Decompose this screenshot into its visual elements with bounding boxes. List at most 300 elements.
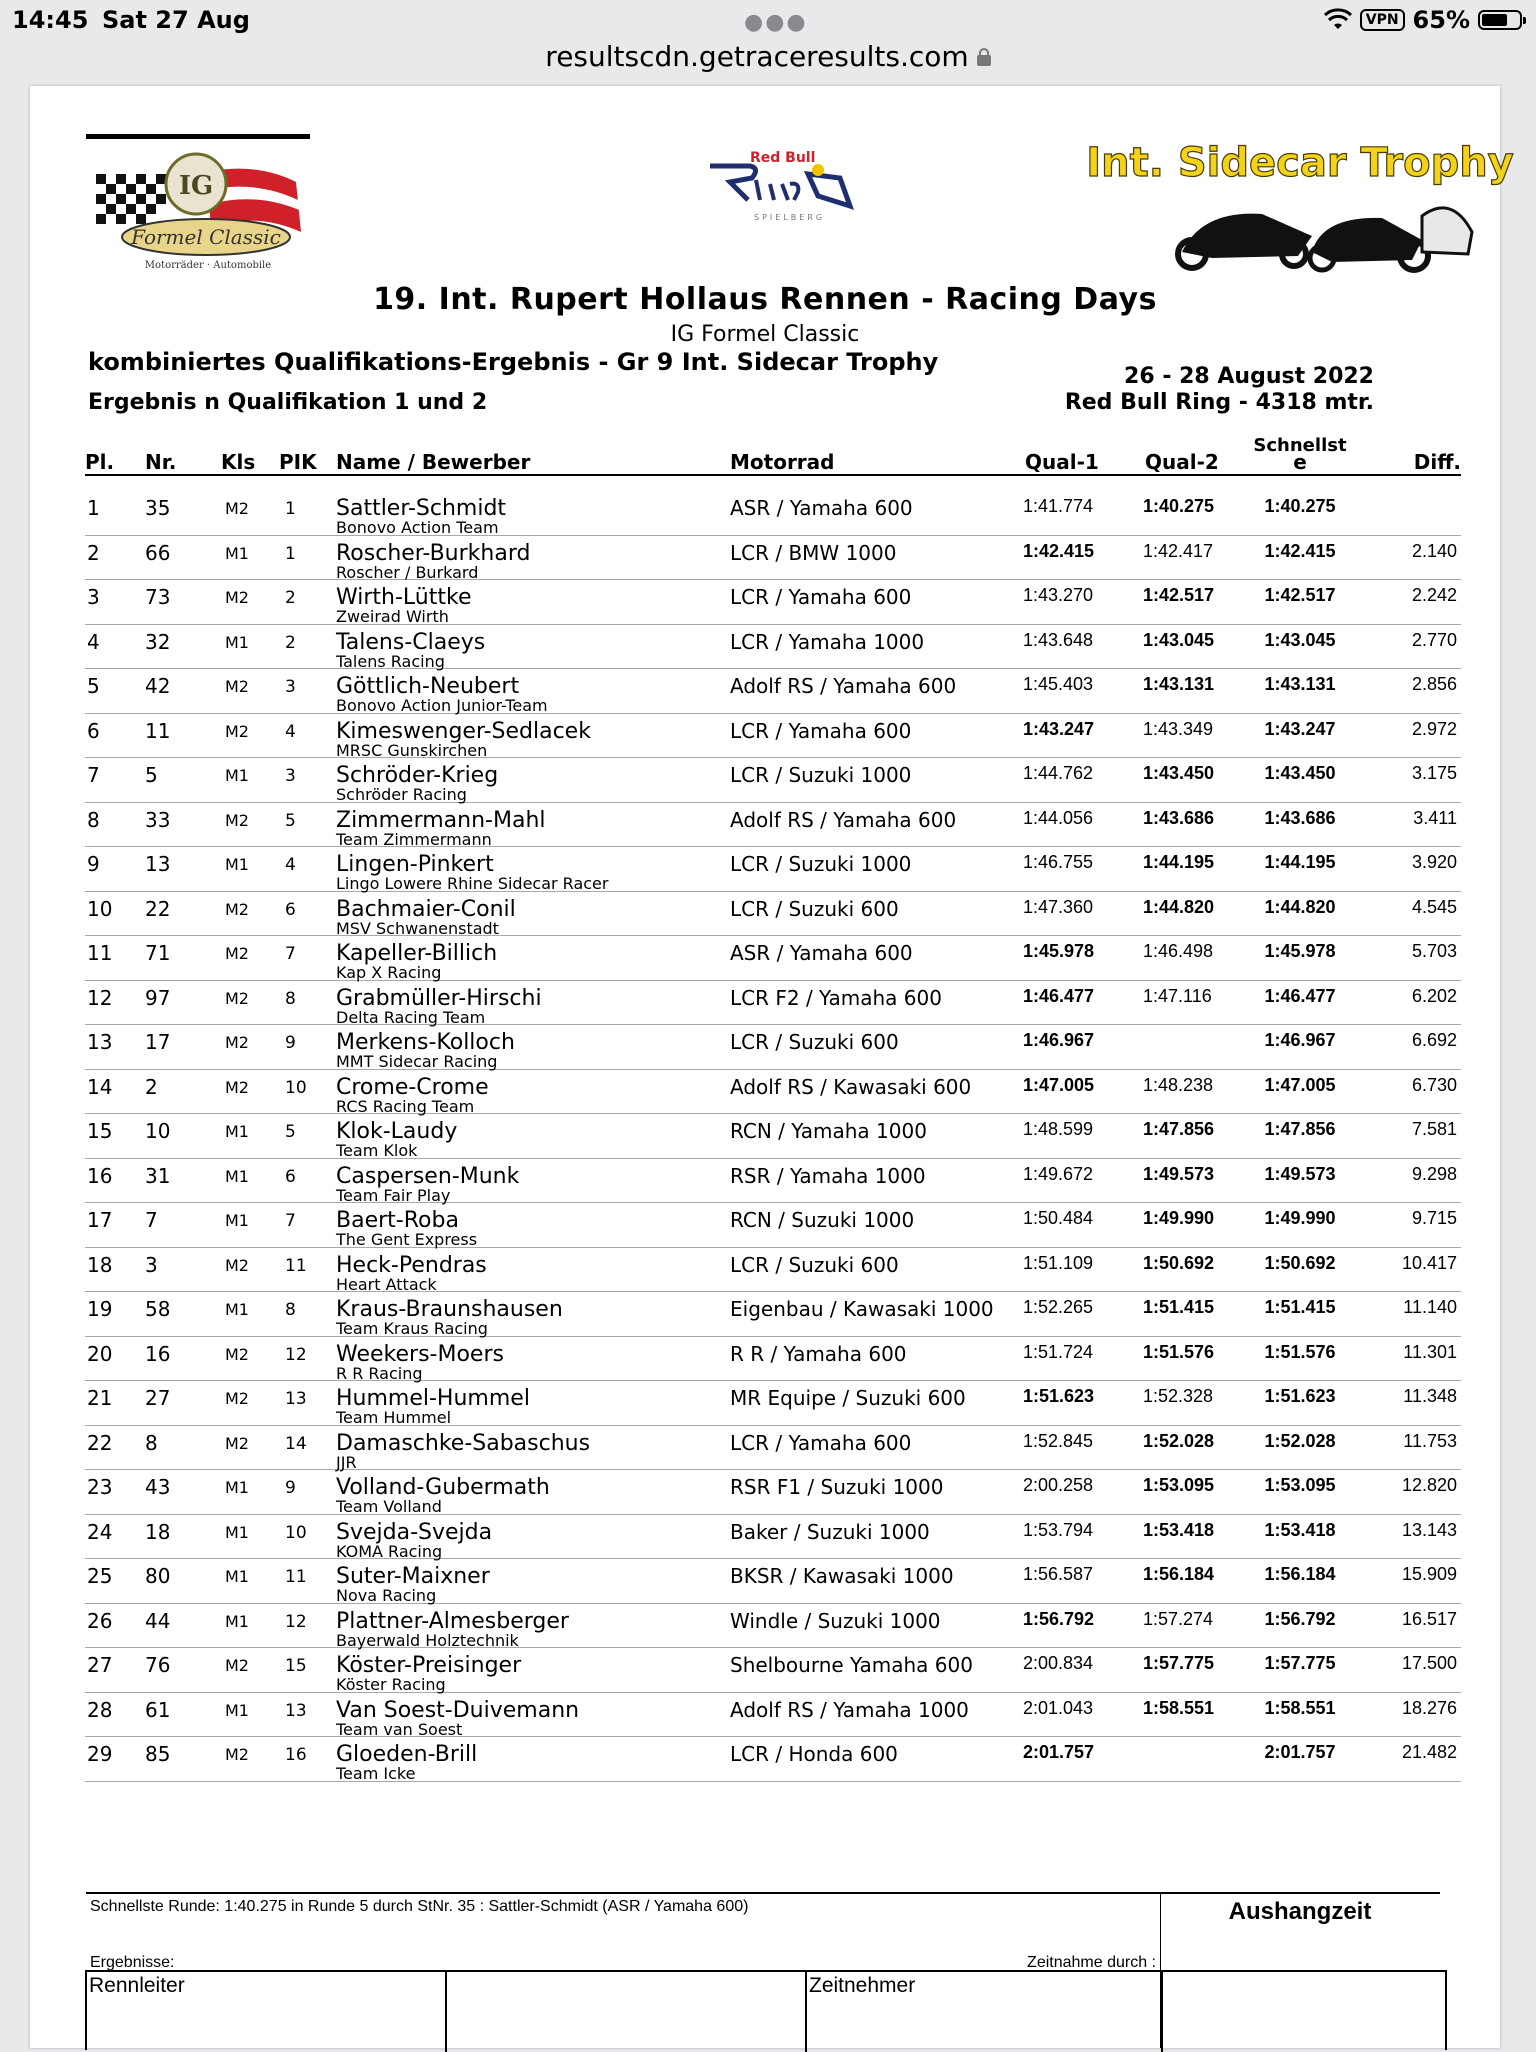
logo-left-small: Motorräder · Automobile	[144, 260, 272, 271]
cell-pik: 1	[285, 543, 296, 564]
cell-kls: M2	[225, 1433, 249, 1453]
cell-qual2: 1:53.418	[1143, 1519, 1215, 1540]
cell-qual2: 1:58.551	[1143, 1697, 1215, 1718]
cell-qual2: 1:47.116	[1143, 985, 1212, 1006]
cell-qual1: 1:51.623	[1023, 1386, 1095, 1406]
footer-divider	[86, 1892, 1440, 1894]
cell-team: Zweirad Wirth	[336, 607, 449, 626]
zeitnehmer-label: Zeitnehmer	[809, 1974, 916, 1997]
status-date: Sat 27 Aug	[102, 6, 250, 34]
cell-diff: 2.242	[1411, 585, 1457, 605]
cell-qual1: 1:42.415	[1023, 540, 1095, 561]
cell-best: 1:42.517	[1264, 585, 1336, 605]
cell-pik: 1	[285, 499, 296, 519]
aushangzeit-label: Aushangzeit	[1228, 1898, 1372, 1925]
cell-pl: 4	[87, 629, 100, 654]
cell-kls: M1	[225, 543, 249, 563]
cell-qual1: 1:46.755	[1023, 852, 1094, 872]
cell-motor: LCR / BMW 1000	[730, 540, 897, 565]
cell-nr: 43	[145, 1475, 171, 1499]
table-row	[85, 1071, 1461, 1115]
cell-pl: 26	[87, 1608, 113, 1633]
fastest-lap-note: Schnellste Runde: 1:40.275 in Runde 5 durch StNr. 35 : Sattler-Schmidt (ASR / Yamaha 600)	[90, 1898, 749, 1915]
cell-best: 1:51.415	[1264, 1297, 1336, 1317]
table-row	[85, 670, 1461, 714]
cell-qual1: 1:46.967	[1023, 1030, 1095, 1050]
cell-best: 1:43.131	[1264, 674, 1336, 694]
cell-motor: Adolf RS / Yamaha 1000	[730, 1697, 969, 1722]
cell-nr: 35	[145, 496, 171, 520]
cell-pik: 12	[285, 1344, 307, 1365]
cell-pl: 7	[87, 763, 100, 787]
cell-kls: M2	[225, 810, 249, 830]
cell-qual1: 1:51.109	[1023, 1252, 1094, 1273]
cell-pik: 10	[285, 1077, 307, 1098]
cell-qual1: 2:00.258	[1023, 1475, 1094, 1495]
cell-motor: LCR / Suzuki 600	[730, 1030, 899, 1054]
cell-nr: 33	[145, 807, 171, 832]
cell-diff: 21.482	[1401, 1742, 1457, 1762]
cell-pl: 3	[87, 585, 100, 609]
table-row	[85, 1115, 1461, 1159]
col-diff: Diff.	[1413, 450, 1461, 474]
cell-diff: 11.301	[1403, 1341, 1457, 1362]
col-name: Name / Bewerber	[336, 450, 531, 474]
cell-nr: 76	[145, 1653, 171, 1677]
cell-diff: 7.581	[1411, 1119, 1457, 1139]
cell-diff: 13.143	[1401, 1519, 1457, 1540]
cell-name: Svejda-Svejda	[336, 1519, 493, 1545]
cell-team: Team Hummel	[336, 1408, 452, 1427]
cell-team: The Gent Express	[336, 1230, 478, 1249]
cell-nr: 8	[145, 1430, 158, 1455]
cell-kls: M2	[225, 588, 249, 607]
cell-diff: 9.298	[1411, 1163, 1457, 1184]
result-subheading: Ergebnis n Qualifikation 1 und 2	[88, 390, 488, 415]
rennleiter-label: Rennleiter	[89, 1974, 185, 1997]
table-row	[85, 715, 1461, 759]
cell-nr: 42	[145, 674, 171, 698]
cell-qual2: 1:50.692	[1143, 1252, 1215, 1273]
table-row	[85, 848, 1461, 892]
cell-motor: Windle / Suzuki 1000	[730, 1608, 941, 1633]
ergebnisse-label: Ergebnisse:	[90, 1954, 175, 1971]
cell-motor: LCR / Yamaha 600	[730, 718, 912, 743]
cell-kls: M2	[225, 1656, 249, 1675]
cell-motor: LCR / Suzuki 600	[730, 1252, 899, 1277]
cell-team: JJR	[336, 1452, 357, 1472]
cell-qual2: 1:51.576	[1143, 1341, 1215, 1362]
cell-nr: 80	[145, 1564, 171, 1588]
logo-center-text: Red Bull Ring	[690, 144, 697, 145]
table-row	[85, 1516, 1461, 1560]
cell-name: Volland-Gubermath	[336, 1475, 550, 1500]
cell-qual1: 1:45.978	[1023, 941, 1095, 961]
table-row	[85, 1204, 1461, 1248]
cell-motor: LCR / Yamaha 600	[730, 1430, 912, 1455]
status-indicators	[1324, 6, 1522, 34]
cell-best: 1:43.247	[1264, 718, 1336, 739]
event-subtitle: IG Formel Classic	[670, 322, 860, 347]
cell-qual1: 1:44.056	[1023, 807, 1094, 828]
cell-motor: RSR / Yamaha 1000	[730, 1163, 926, 1188]
cell-name: Heck-Pendras	[336, 1252, 487, 1278]
cell-best: 1:58.551	[1264, 1697, 1336, 1718]
cell-qual1: 1:41.774	[1023, 496, 1094, 516]
cell-diff: 11.753	[1403, 1430, 1457, 1451]
cell-team: Delta Racing Team	[336, 1007, 486, 1027]
table-row	[85, 1293, 1461, 1337]
cell-name: Göttlich-Neubert	[336, 674, 520, 699]
cell-pik: 2	[285, 632, 296, 653]
cell-nr: 17	[145, 1030, 171, 1054]
cell-nr: 13	[145, 852, 171, 876]
cell-team: Köster Racing	[336, 1675, 446, 1694]
status-time: 14:45	[12, 6, 89, 34]
cell-pl: 22	[87, 1430, 113, 1455]
cell-diff: 11.140	[1403, 1297, 1457, 1317]
cell-name: Merkens-Kolloch	[336, 1030, 515, 1055]
event-title: 19. Int. Rupert Hollaus Rennen - Racing Days	[373, 282, 1157, 317]
cell-pik: 9	[285, 1033, 296, 1053]
cell-kls: M1	[225, 1700, 249, 1720]
col-nr: Nr.	[145, 450, 177, 474]
cell-pl: 8	[87, 807, 100, 832]
cell-best: 1:50.692	[1264, 1252, 1336, 1273]
cell-diff: 2.770	[1411, 629, 1457, 650]
cell-pl: 14	[87, 1074, 113, 1099]
cell-nr: 66	[145, 540, 171, 565]
event-venue: Red Bull Ring - 4318 mtr.	[1064, 390, 1374, 415]
cell-pik: 7	[285, 944, 296, 964]
vpn-badge: VPN	[1360, 9, 1405, 31]
cell-best: 1:49.573	[1264, 1163, 1336, 1184]
cell-diff: 5.703	[1411, 941, 1457, 961]
cell-team: Bayerwald Holztechnik	[336, 1630, 519, 1650]
cell-pl: 10	[87, 896, 113, 921]
cell-diff: 12.820	[1401, 1475, 1457, 1495]
cell-diff: 6.692	[1411, 1030, 1457, 1050]
cell-name: Roscher-Burkhard	[336, 540, 531, 566]
cell-pik: 2	[285, 588, 296, 608]
cell-diff: 6.730	[1411, 1074, 1457, 1095]
cell-qual2: 1:44.195	[1143, 852, 1215, 872]
cell-qual1: 1:56.792	[1023, 1608, 1095, 1629]
cell-qual1: 1:56.587	[1023, 1564, 1094, 1584]
cell-diff: 4.545	[1411, 896, 1457, 917]
lock-icon	[977, 48, 991, 66]
cell-kls: M1	[225, 1211, 249, 1230]
cell-kls: M1	[225, 766, 249, 785]
cell-qual2: 1:43.349	[1143, 718, 1214, 739]
cell-team: Nova Racing	[336, 1586, 437, 1605]
cell-team: Team Zimmermann	[336, 829, 492, 849]
cell-pik: 16	[285, 1745, 307, 1765]
cell-qual2: 1:40.275	[1143, 496, 1215, 516]
signature-cell	[445, 1972, 447, 2052]
cell-motor: BKSR / Kawasaki 1000	[730, 1564, 954, 1588]
cell-name: Plattner-Almesberger	[336, 1608, 569, 1634]
cell-team: KOMA Racing	[336, 1541, 443, 1561]
cell-name: Lingen-Pinkert	[336, 852, 494, 877]
cell-kls: M2	[225, 499, 249, 518]
cell-qual1: 1:49.672	[1023, 1163, 1094, 1184]
col-best: e	[1293, 450, 1307, 474]
cell-nr: 85	[145, 1742, 171, 1766]
cell-nr: 11	[145, 718, 171, 743]
cell-motor: Baker / Suzuki 1000	[730, 1519, 930, 1544]
cell-pl: 20	[87, 1341, 113, 1366]
cell-motor: ASR / Yamaha 600	[730, 496, 913, 520]
cell-nr: 73	[145, 585, 171, 609]
battery-percent: 65%	[1412, 6, 1470, 34]
cell-qual1: 2:00.834	[1023, 1653, 1094, 1673]
cell-motor: MR Equipe / Suzuki 600	[730, 1386, 966, 1410]
cell-best: 1:46.477	[1264, 985, 1336, 1006]
cell-team: Team Fair Play	[336, 1185, 451, 1205]
cell-kls: M2	[225, 1033, 249, 1052]
cell-nr: 22	[145, 896, 171, 921]
cell-qual2: 1:49.990	[1143, 1208, 1215, 1228]
cell-best: 1:57.775	[1264, 1653, 1336, 1673]
table-row	[85, 1694, 1461, 1738]
cell-diff: 9.715	[1411, 1208, 1457, 1228]
cell-kls: M1	[225, 632, 249, 652]
cell-pl: 17	[87, 1208, 113, 1232]
cell-diff: 16.517	[1401, 1608, 1457, 1629]
cell-name: Köster-Preisinger	[336, 1653, 522, 1678]
cell-qual1: 1:50.484	[1023, 1208, 1094, 1228]
cell-motor: LCR / Yamaha 1000	[730, 629, 925, 654]
results-table-body	[85, 492, 1461, 1783]
cell-team: RCS Racing Team	[336, 1096, 475, 1116]
cell-pl: 28	[87, 1697, 113, 1722]
cell-name: Sattler-Schmidt	[336, 496, 507, 521]
cell-name: Kapeller-Billich	[336, 941, 498, 966]
battery-icon	[1478, 10, 1522, 30]
cell-best: 1:56.792	[1264, 1608, 1336, 1629]
cell-kls: M2	[225, 988, 249, 1008]
ig-formel-classic-logo	[86, 134, 312, 270]
cell-team: Bonovo Action Team	[336, 518, 499, 537]
cell-kls: M2	[225, 677, 249, 696]
cell-pik: 6	[285, 1166, 296, 1187]
cell-motor: LCR / Suzuki 1000	[730, 852, 912, 876]
cell-best: 1:43.450	[1264, 763, 1336, 783]
cell-motor: RCN / Yamaha 1000	[730, 1119, 927, 1143]
cell-pl: 2	[87, 540, 100, 565]
cell-qual2: 1:53.095	[1143, 1475, 1215, 1495]
cell-qual2: 1:57.775	[1143, 1653, 1215, 1673]
cell-qual2: 1:42.417	[1143, 540, 1214, 561]
cell-kls: M1	[225, 855, 249, 874]
cell-kls: M2	[225, 944, 249, 963]
logo-center-small: SPIELBERG	[754, 213, 826, 222]
cell-team: Team Kraus Racing	[336, 1319, 488, 1338]
cell-pik: 6	[285, 899, 296, 920]
cell-name: Gloeden-Brill	[336, 1742, 478, 1767]
cell-name: Grabmüller-Hirschi	[336, 985, 542, 1011]
cell-name: Kimeswenger-Sedlacek	[336, 718, 591, 744]
cell-name: Caspersen-Munk	[336, 1163, 520, 1189]
cell-pl: 27	[87, 1653, 113, 1677]
cell-qual1: 1:46.477	[1023, 985, 1095, 1006]
cell-pik: 7	[285, 1211, 296, 1231]
cell-kls: M2	[225, 899, 249, 919]
cell-name: Schröder-Krieg	[336, 763, 499, 788]
table-row	[85, 1738, 1461, 1782]
cell-best: 1:43.045	[1264, 629, 1336, 650]
cell-nr: 3	[145, 1252, 158, 1277]
cell-qual1: 1:51.724	[1023, 1341, 1094, 1362]
cell-nr: 27	[145, 1386, 171, 1410]
cell-best: 1:45.978	[1264, 941, 1336, 961]
table-row	[85, 581, 1461, 625]
cell-pik: 15	[285, 1656, 307, 1676]
cell-diff: 18.276	[1401, 1697, 1457, 1718]
cell-name: Baert-Roba	[336, 1208, 459, 1233]
cell-nr: 61	[145, 1697, 171, 1722]
cell-pl: 16	[87, 1163, 113, 1188]
cell-diff: 2.856	[1411, 674, 1457, 694]
cell-pl: 9	[87, 852, 100, 876]
cell-pik: 9	[285, 1478, 296, 1498]
cell-qual1: 1:52.265	[1023, 1297, 1094, 1317]
cell-kls: M1	[225, 1122, 249, 1141]
cell-qual1: 1:47.005	[1023, 1074, 1095, 1095]
cell-name: Talens-Claeys	[336, 629, 486, 655]
result-heading: kombiniertes Qualifikations-Ergebnis - Gr 9 Int. Sidecar Trophy	[88, 348, 939, 376]
cell-pik: 11	[285, 1255, 307, 1276]
cell-qual2: 1:52.328	[1143, 1386, 1214, 1406]
cell-team: Team van Soest	[336, 1719, 463, 1739]
table-row	[85, 804, 1461, 848]
cell-diff: 3.175	[1411, 763, 1457, 783]
cell-team: Team Volland	[336, 1497, 442, 1516]
cell-qual2: 1:57.274	[1143, 1608, 1214, 1629]
cell-pl: 1	[87, 496, 100, 520]
col-qual1: Qual-1	[1025, 450, 1099, 474]
table-row	[85, 492, 1461, 536]
table-row	[85, 893, 1461, 937]
cell-pik: 3	[285, 677, 296, 697]
table-row	[85, 937, 1461, 981]
cell-pik: 4	[285, 721, 296, 742]
table-row	[85, 1427, 1461, 1471]
event-dates: 26 - 28 August 2022	[1124, 364, 1374, 389]
sidecar-trophy-logo	[1086, 132, 1514, 272]
cell-best: 1:53.418	[1264, 1519, 1336, 1540]
cell-qual2: 1:51.415	[1143, 1297, 1215, 1317]
cell-qual1: 2:01.043	[1023, 1697, 1094, 1718]
col-best-top: Schnellst	[1253, 435, 1347, 456]
logo-left-script: Formel Classic	[131, 225, 281, 249]
cell-diff: 11.348	[1403, 1386, 1457, 1406]
cell-pl: 11	[87, 941, 113, 965]
cell-name: Kraus-Braunshausen	[336, 1297, 563, 1322]
cell-best: 1:47.856	[1264, 1119, 1336, 1139]
cell-name: Hummel-Hummel	[336, 1386, 530, 1411]
results-table-header	[85, 435, 1461, 476]
cell-team: Schröder Racing	[336, 785, 467, 804]
table-row	[85, 1471, 1461, 1515]
cell-team: Roscher / Burkard	[336, 562, 479, 582]
cell-kls: M2	[225, 1077, 249, 1097]
signature-cell	[1161, 1972, 1163, 2052]
url-text[interactable]: resultscdn.getraceresults.com	[545, 40, 969, 73]
cell-kls: M1	[225, 1567, 249, 1586]
cell-pl: 21	[87, 1386, 113, 1410]
logo-right-text: Int. Sidecar Trophy	[1086, 140, 1514, 186]
table-row	[85, 1249, 1461, 1293]
table-row	[85, 1338, 1461, 1382]
cell-kls: M2	[225, 1389, 249, 1408]
address-bar[interactable]	[0, 40, 1536, 84]
cell-pik: 14	[285, 1433, 307, 1454]
cell-nr: 31	[145, 1163, 171, 1188]
cell-motor: RCN / Suzuki 1000	[730, 1208, 915, 1232]
svg-text:Red Bull: Red Bull	[750, 150, 816, 166]
cell-qual2: 1:47.856	[1143, 1119, 1215, 1139]
cell-motor: RSR F1 / Suzuki 1000	[730, 1475, 944, 1499]
cell-team: Team Icke	[336, 1764, 416, 1783]
cell-kls: M2	[225, 1344, 249, 1364]
cell-pl: 23	[87, 1475, 113, 1499]
cell-name: Bachmaier-Conil	[336, 896, 516, 922]
multitasking-dots-icon[interactable]: ●●●	[744, 10, 808, 35]
cell-motor: ASR / Yamaha 600	[730, 941, 913, 965]
cell-kls: M1	[225, 1166, 249, 1186]
cell-nr: 16	[145, 1341, 171, 1366]
cell-team: Bonovo Action Junior-Team	[336, 696, 548, 715]
cell-motor: LCR F2 / Yamaha 600	[730, 985, 942, 1010]
cell-name: Weekers-Moers	[336, 1341, 504, 1367]
cell-best: 1:46.967	[1264, 1030, 1336, 1050]
signature-cell	[805, 1972, 807, 2052]
cell-qual2: 1:43.450	[1143, 763, 1215, 783]
zeitnahme-label: Zeitnahme durch :	[1027, 1954, 1156, 1971]
cell-qual2: 1:49.573	[1143, 1163, 1215, 1184]
logo-left-ig: IG	[178, 171, 214, 201]
cell-team: MSV Schwanenstadt	[336, 918, 499, 938]
table-row	[85, 759, 1461, 803]
cell-pik: 8	[285, 988, 296, 1009]
cell-pl: 15	[87, 1119, 113, 1143]
table-row	[85, 1382, 1461, 1426]
cell-diff: 3.920	[1411, 852, 1457, 872]
cell-team: Heart Attack	[336, 1274, 437, 1294]
cell-motor: LCR / Suzuki 1000	[730, 763, 912, 787]
cell-pik: 3	[285, 766, 296, 786]
cell-motor: LCR / Honda 600	[730, 1742, 898, 1766]
cell-team: Lingo Lowere Rhine Sidecar Racer	[336, 874, 609, 893]
cell-pik: 12	[285, 1611, 307, 1632]
cell-team: Team Klok	[336, 1141, 418, 1160]
col-qual2: Qual-2	[1145, 450, 1219, 474]
col-pl: Pl.	[85, 450, 115, 474]
cell-best: 1:51.623	[1264, 1386, 1336, 1406]
cell-qual2: 1:42.517	[1143, 585, 1215, 605]
cell-qual2: 1:48.238	[1143, 1074, 1214, 1095]
cell-nr: 32	[145, 629, 171, 654]
cell-pik: 13	[285, 1700, 307, 1721]
cell-motor: Eigenbau / Kawasaki 1000	[730, 1297, 994, 1321]
cell-motor: LCR / Yamaha 600	[730, 585, 912, 609]
cell-qual2: 1:43.131	[1143, 674, 1215, 694]
cell-best: 1:56.184	[1264, 1564, 1336, 1584]
cell-diff: 15.909	[1401, 1564, 1457, 1584]
cell-qual2: 1:44.820	[1143, 896, 1215, 917]
